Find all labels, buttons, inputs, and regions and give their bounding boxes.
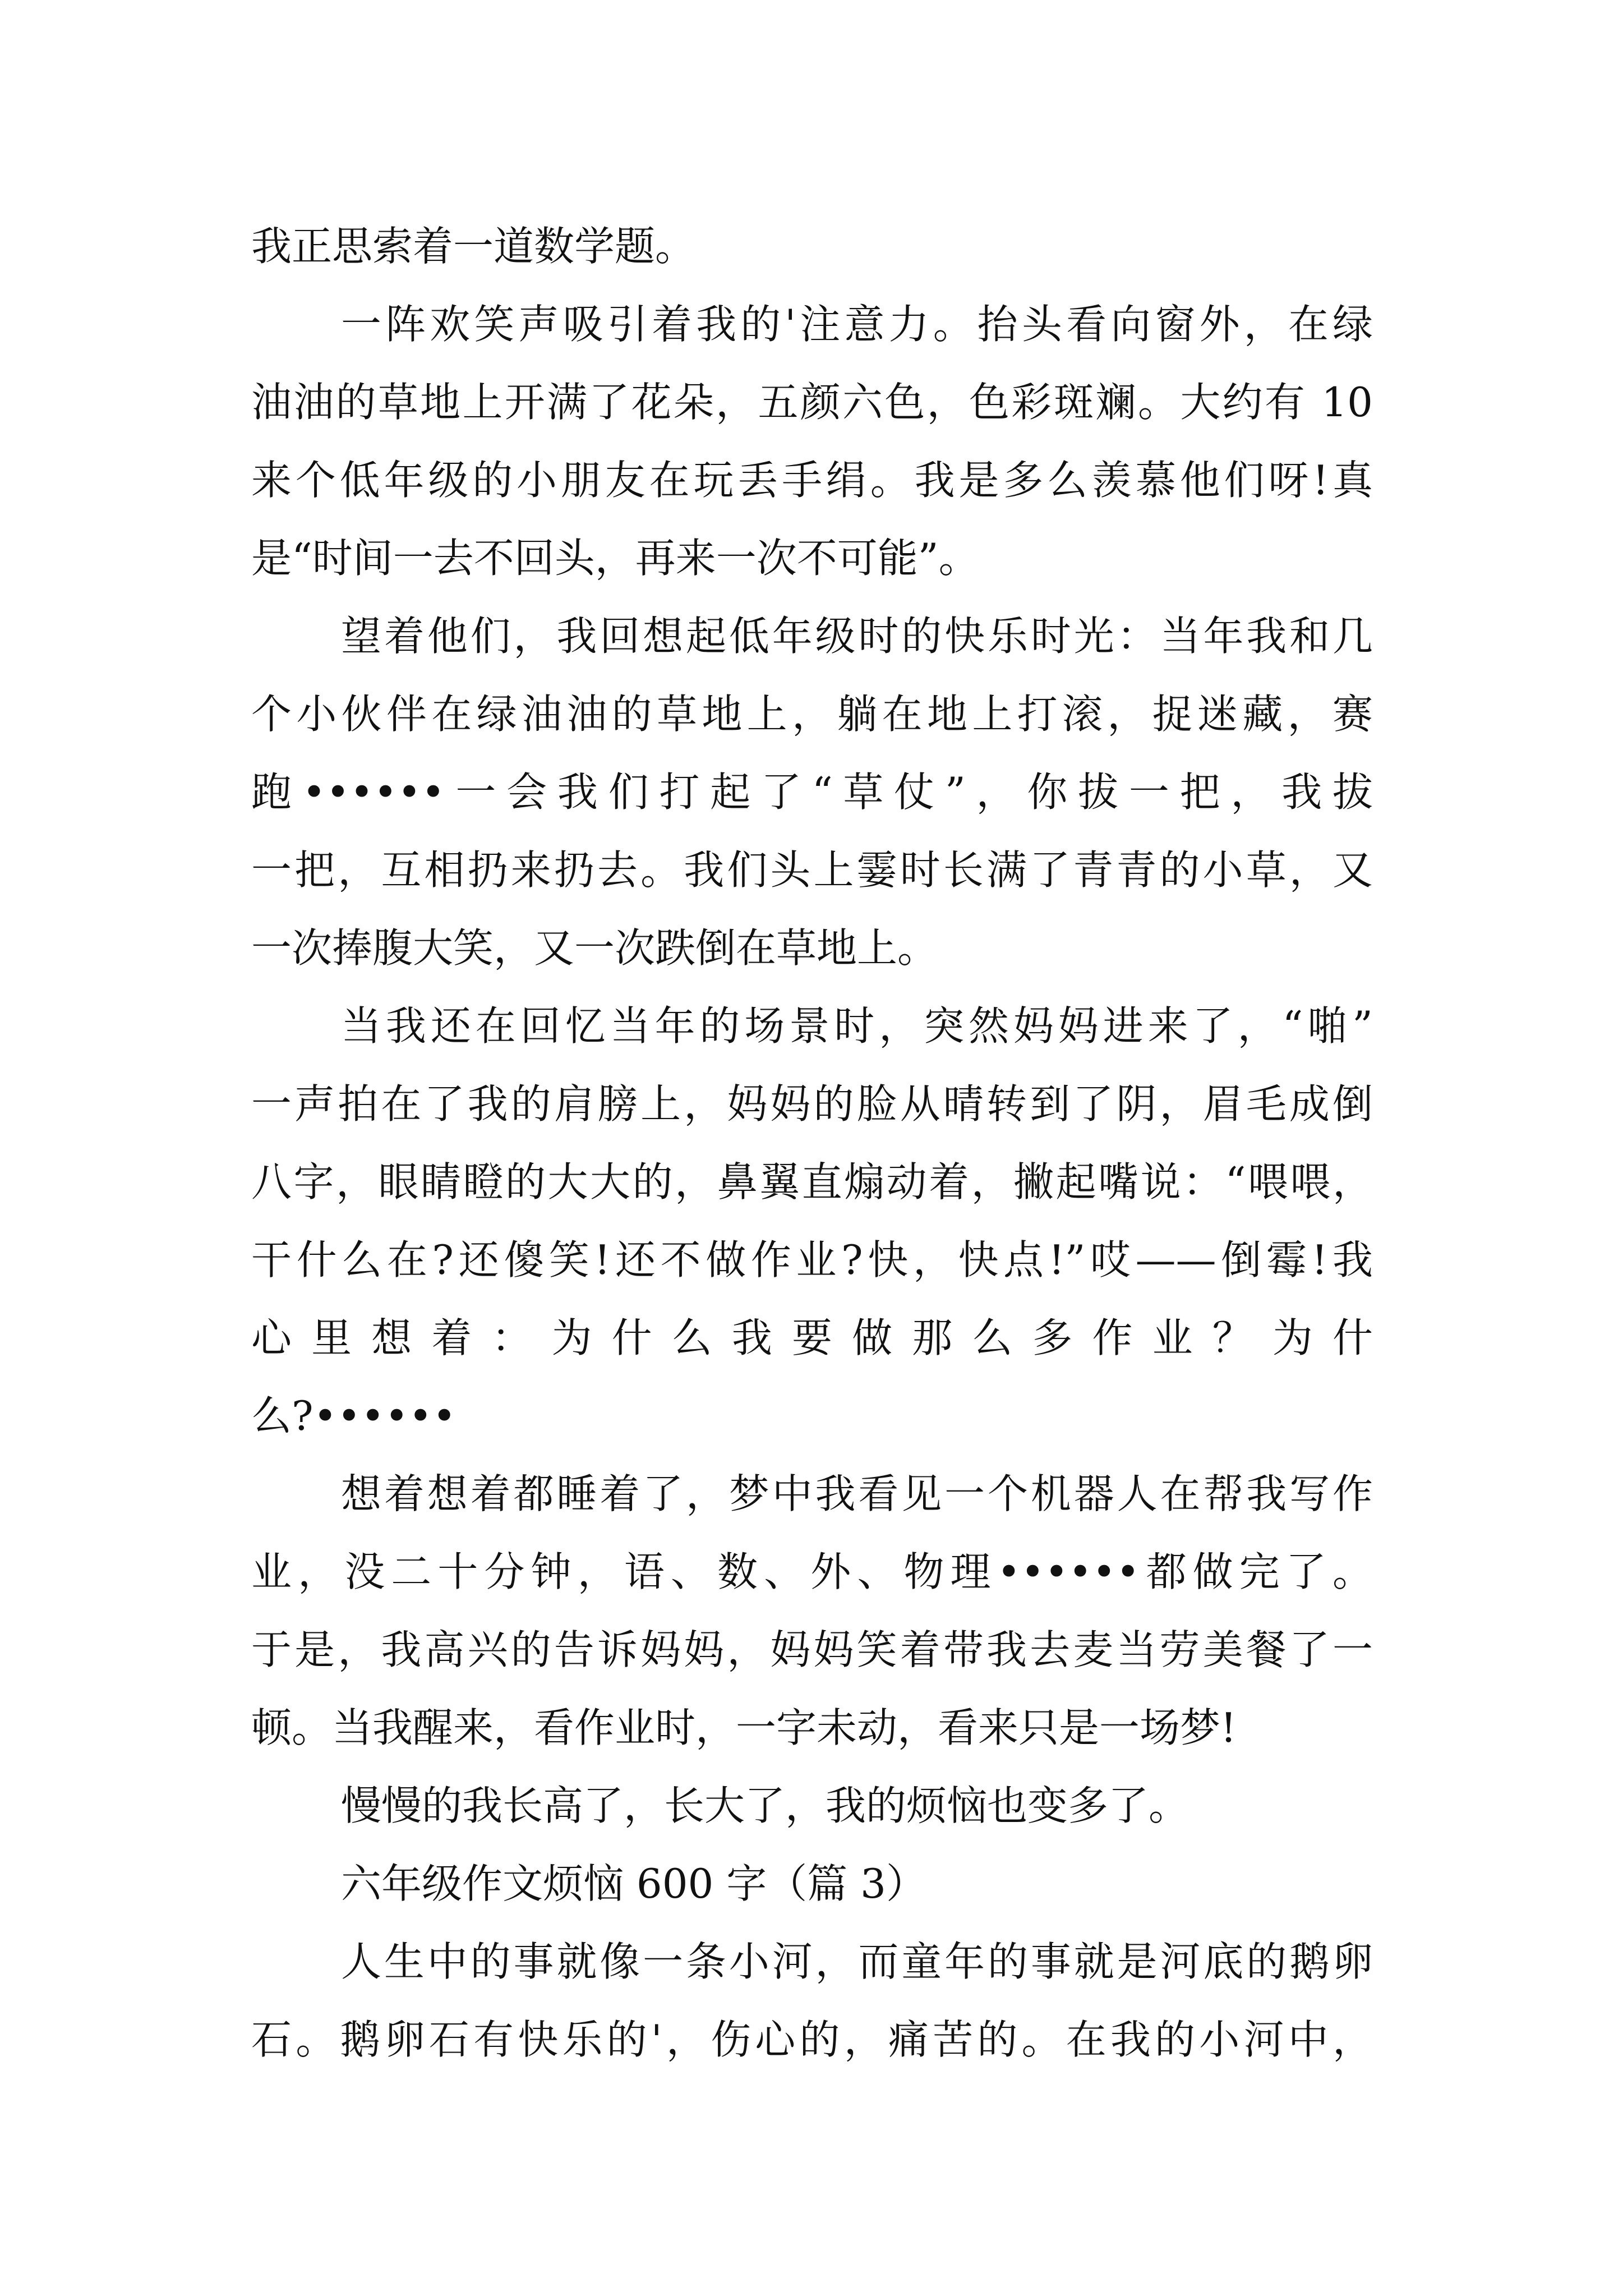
text-line: 望着他们，我回想起低年级时的快乐时光：当年我和几 — [341, 613, 1373, 660]
text-line: 来个低年级的小朋友在玩丢手绢。我是多么羡慕他们呀!真 — [251, 457, 1373, 504]
text-line: 干什么在?还傻笑!还不做作业?快，快点!”哎——倒霉!我 — [251, 1236, 1373, 1283]
text-line: 想着想着都睡着了，梦中我看见一个机器人在帮我写作 — [341, 1470, 1373, 1517]
text-line: 么?•••••• — [251, 1392, 457, 1439]
text-line: 慢慢的我长高了，长大了，我的烦恼也变多了。 — [341, 1782, 1189, 1829]
text-line: 当我还在回忆当年的场景时，突然妈妈进来了，“啪” — [341, 1002, 1373, 1050]
text-line: 一次捧腹大笑，又一次跌倒在草地上。 — [251, 924, 938, 972]
text-line: 石。鹅卵石有快乐的'，伤心的，痛苦的。在我的小河中， — [251, 2016, 1373, 2063]
section-heading: 六年级作文烦恼 600 字（篇 3） — [341, 1860, 926, 1907]
text-line: 是“时间一去不回头，再来一次不可能”。 — [251, 535, 979, 582]
text-line: 一阵欢笑声吸引着我的'注意力。抬头看向窗外，在绿 — [341, 301, 1373, 348]
text-line: 心里想着：为什么我要做那么多作业？为什 — [251, 1314, 1373, 1361]
text-line: 八字，眼睛瞪的大大的，鼻翼直煽动着，撇起嘴说：“喂喂， — [251, 1158, 1373, 1205]
text-line: 顿。当我醒来，看作业时，一字未动，看来只是一场梦! — [251, 1704, 1237, 1751]
text-line: 一把，互相扔来扔去。我们头上霎时长满了青青的小草，又 — [251, 846, 1373, 894]
text-line: 于是，我高兴的告诉妈妈，妈妈笑着带我去麦当劳美餐了一 — [251, 1626, 1373, 1673]
text-line: 跑••••••一会我们打起了“草仗”，你拔一把，我拔 — [251, 769, 1373, 816]
text-line: 业，没二十分钟，语、数、外、物理••••••都做完了。 — [251, 1548, 1373, 1595]
text-line: 一声拍在了我的肩膀上，妈妈的脸从晴转到了阴，眉毛成倒 — [251, 1080, 1373, 1128]
text-line: 个小伙伴在绿油油的草地上，躺在地上打滚，捉迷藏，赛 — [251, 691, 1373, 738]
document-body — [251, 208, 1373, 2079]
text-line: 人生中的事就像一条小河，而童年的事就是河底的鹅卵 — [341, 1938, 1373, 1985]
text-line: 我正思索着一道数学题。 — [251, 223, 696, 270]
text-line: 油油的草地上开满了花朵，五颜六色，色彩斑斓。大约有 10 — [251, 379, 1373, 426]
